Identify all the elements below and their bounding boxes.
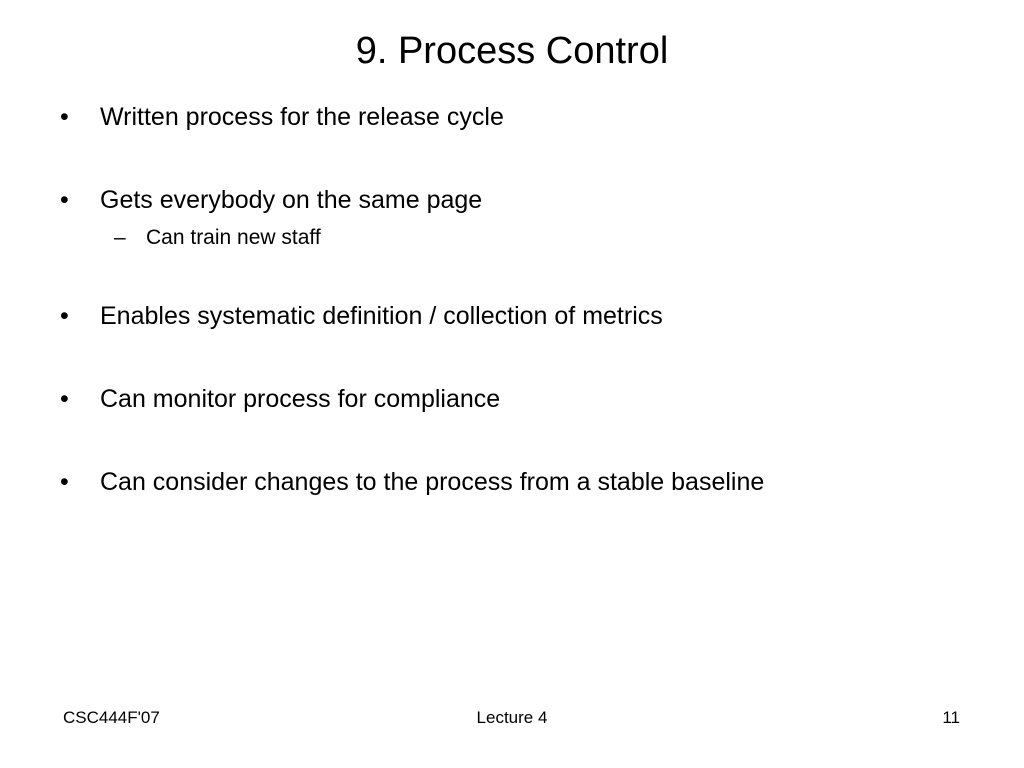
bullet-row	[56, 97, 976, 137]
bullet-spacer	[56, 256, 976, 296]
bullet-spacer	[56, 336, 976, 379]
bullet-marker: •	[60, 186, 69, 214]
bullet-text: Enables systematic definition / collection of metrics	[100, 302, 663, 330]
bullet-row	[56, 180, 976, 220]
bullet-spacer	[56, 137, 976, 180]
bullet-list	[56, 97, 976, 502]
sub-bullet-row	[56, 220, 976, 256]
bullet-marker: •	[60, 302, 69, 330]
bullet-spacer	[56, 419, 976, 462]
footer-page-number: 11	[942, 708, 960, 727]
footer-lecture-label: Lecture 4	[476, 708, 548, 727]
bullet-text: Written process for the release cycle	[100, 103, 504, 131]
bullet-row	[56, 379, 976, 419]
bullet-text: Can consider changes to the process from a stable baseline	[100, 468, 765, 496]
sub-bullet-marker: –	[114, 226, 126, 249]
bullet-marker: •	[60, 468, 69, 496]
bullet-item	[56, 180, 976, 256]
sub-bullet-text: Can train new staff	[146, 226, 321, 249]
bullet-text: Can monitor process for compliance	[100, 385, 501, 413]
slide-title: 9. Process Control	[355, 30, 669, 72]
bullet-item	[56, 462, 976, 502]
bullet-marker: •	[60, 385, 69, 413]
bullet-item	[56, 296, 976, 336]
footer-course-code: CSC444F'07	[63, 708, 160, 727]
bullet-row	[56, 296, 976, 336]
sub-bullet-list	[56, 220, 976, 256]
bullet-marker: •	[60, 103, 69, 131]
bullet-item	[56, 97, 976, 137]
bullet-row	[56, 462, 976, 502]
bullet-item	[56, 379, 976, 419]
bullet-text: Gets everybody on the same page	[100, 186, 483, 214]
